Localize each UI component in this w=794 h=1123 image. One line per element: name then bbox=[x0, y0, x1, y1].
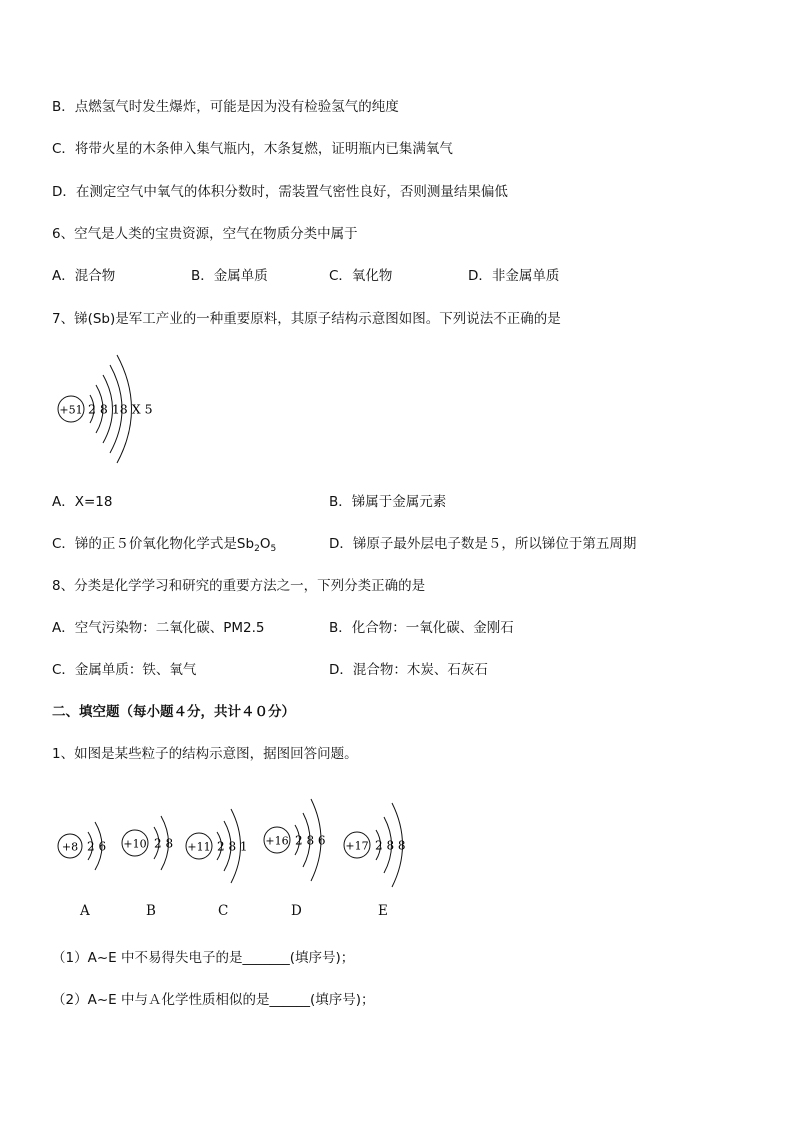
q7-option-c: C．锑的正５价氧化物化学式是$Sb_2O_5$ bbox=[52, 536, 277, 554]
q6-option-a: A．混合物 bbox=[52, 268, 116, 284]
particle-c-label: C bbox=[218, 903, 229, 919]
particle-b-nucleus: +10 bbox=[123, 837, 147, 851]
sb-shell-electrons: 2 8 18 X 5 bbox=[88, 401, 153, 417]
q6-option-b: B．金属单质 bbox=[191, 268, 268, 284]
particle-a-nucleus: +8 bbox=[61, 840, 79, 854]
particle-c-nucleus: +11 bbox=[187, 840, 211, 854]
particle-c-shells: 2 8 1 bbox=[217, 839, 248, 854]
q6-option-d: D．非金属单质 bbox=[468, 268, 560, 284]
q5-option-c: C．将带火星的木条伸入集气瓶内，木条复燃，证明瓶内已集满氧气 bbox=[52, 141, 453, 157]
particle-diagram-c bbox=[182, 803, 262, 893]
fill1-stem: 1、如图是某些粒子的结构示意图，据图回答问题。 bbox=[52, 746, 358, 762]
particle-a-label: A bbox=[80, 903, 90, 919]
particle-b-shells: 2 8 bbox=[154, 836, 174, 851]
q6-stem: 6、空气是人类的宝贵资源，空气在物质分类中属于 bbox=[52, 226, 358, 242]
q8-option-d: D．混合物：木炭、石灰石 bbox=[329, 662, 488, 678]
q8-option-b: B．化合物：一氧化碳、金刚石 bbox=[329, 620, 514, 636]
particle-diagram-b bbox=[118, 812, 188, 887]
particle-a-shells: 2 6 bbox=[87, 839, 107, 854]
particle-d-shells: 2 8 6 bbox=[295, 833, 326, 848]
particle-d-nucleus: +16 bbox=[265, 834, 289, 848]
particle-diagram-e bbox=[340, 797, 425, 892]
q8-option-c: C．金属单质：铁、氧气 bbox=[52, 662, 197, 678]
q5-option-b: B．点燃氢气时发生爆炸，可能是因为没有检验氢气的纯度 bbox=[52, 99, 399, 115]
particle-diagram-d bbox=[260, 793, 340, 888]
q7-option-b: B．锑属于金属元素 bbox=[329, 494, 447, 510]
fill1-subquestion-2: （2）A~E 中与Ａ化学性质相似的是______(填序号)； bbox=[52, 992, 375, 1008]
q8-stem: 8、分类是化学学习和研究的重要方法之一，下列分类正确的是 bbox=[52, 578, 426, 594]
q7-stem: 7、锑(Sb)是军工产业的一种重要原料，其原子结构示意图如图。下列说法不正确的是 bbox=[52, 311, 561, 327]
fill1-subquestion-1: （1）A~E 中不易得失电子的是_______(填序号)； bbox=[52, 950, 355, 966]
sb-atom-diagram bbox=[52, 345, 162, 465]
particle-e-label: E bbox=[378, 903, 388, 919]
particle-b-label: B bbox=[146, 903, 156, 919]
q8-option-a: A．空气污染物：二氧化碳、PM2.5 bbox=[52, 620, 265, 636]
particle-e-nucleus: +17 bbox=[345, 839, 369, 853]
particle-diagram-a bbox=[55, 815, 125, 885]
q5-option-d: D．在测定空气中氧气的体积分数时，需装置气密性良好，否则测量结果偏低 bbox=[52, 184, 508, 200]
q7-option-d: D．锑原子最外层电子数是５，所以锑位于第五周期 bbox=[329, 536, 637, 552]
sb-nucleus-label: +51 bbox=[59, 403, 83, 417]
q6-option-c: C．氧化物 bbox=[329, 268, 393, 284]
particle-d-label: D bbox=[291, 903, 302, 919]
particle-e-shells: 2 8 8 bbox=[375, 838, 406, 853]
section-2-title: 二、填空题（每小题４分，共计４０分） bbox=[52, 704, 295, 720]
q7-option-a: A．X=18 bbox=[52, 494, 113, 510]
